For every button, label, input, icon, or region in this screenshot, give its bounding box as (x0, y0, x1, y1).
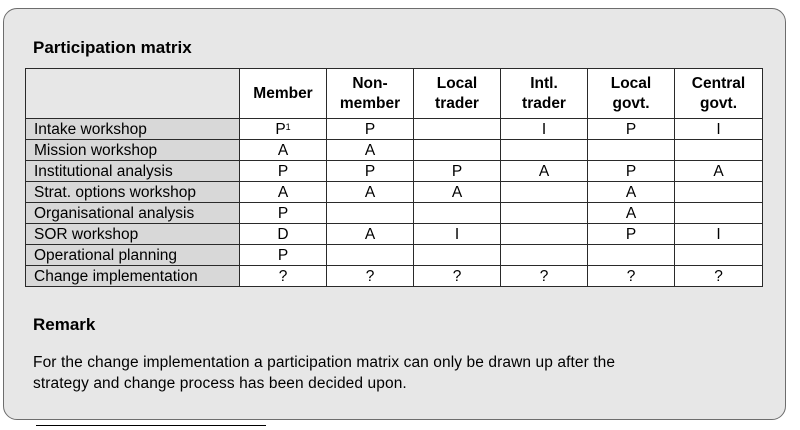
table-cell: I (675, 119, 763, 140)
column-header-line: Local (436, 74, 478, 92)
column-header (327, 69, 414, 119)
table-cell: A (327, 224, 414, 245)
table-cell: I (675, 224, 763, 245)
table-cell (501, 245, 588, 266)
table-cell (675, 203, 763, 224)
remark-line: For the change implementation a participation matrix can only be drawn up after the (33, 354, 616, 371)
column-header-line: govt. (699, 94, 738, 112)
table-cell: A (588, 203, 675, 224)
table-cell: ? (501, 266, 588, 287)
cell-value: P (275, 120, 286, 138)
table-cell: A (501, 161, 588, 182)
table-cell: ? (327, 266, 414, 287)
table-cell (675, 182, 763, 203)
column-header (501, 69, 588, 119)
table-row (26, 182, 763, 203)
table-cell: P (327, 119, 414, 140)
table-cell (414, 119, 501, 140)
table-cell: P (327, 161, 414, 182)
table-row (26, 203, 763, 224)
table-cell: A (327, 140, 414, 161)
table-cell (327, 203, 414, 224)
column-header-line: govt. (612, 94, 650, 112)
table-cell: P (240, 203, 327, 224)
table-cell: P (414, 161, 501, 182)
row-label: Operational planning (26, 245, 240, 266)
column-header-line: Intl. (530, 74, 558, 92)
row-label: Institutional analysis (26, 161, 240, 182)
table-cell (675, 140, 763, 161)
column-header (675, 69, 763, 119)
table-cell: A (327, 182, 414, 203)
header-corner-cell (26, 69, 240, 119)
remark-title: Remark (33, 315, 96, 334)
table-cell: A (240, 140, 327, 161)
table-row (26, 140, 763, 161)
table-cell (414, 203, 501, 224)
table-cell (501, 224, 588, 245)
remark-paragraph (33, 352, 733, 394)
table-cell: A (675, 161, 763, 182)
row-label: Change implementation (26, 266, 240, 287)
column-header-line: Local (610, 74, 652, 92)
table-row (26, 245, 763, 266)
table-cell (501, 203, 588, 224)
row-label: Strat. options workshop (26, 182, 240, 203)
column-header (414, 69, 501, 119)
table-cell: P (240, 161, 327, 182)
table-cell (501, 182, 588, 203)
table-cell: P (240, 245, 327, 266)
table-cell: ? (414, 266, 501, 287)
column-header-line: trader (435, 94, 479, 112)
table-row (26, 161, 763, 182)
table-cell: A (588, 182, 675, 203)
row-label: Mission workshop (26, 140, 240, 161)
table-row (26, 266, 763, 287)
column-header-line: member (339, 94, 401, 112)
table-header-row (26, 69, 763, 119)
table-cell (588, 140, 675, 161)
column-header-line: trader (522, 94, 566, 112)
table-cell: ? (588, 266, 675, 287)
table-cell: I (414, 224, 501, 245)
footnote-separator (36, 425, 266, 426)
column-header (240, 69, 327, 119)
row-label: SOR workshop (26, 224, 240, 245)
table-cell (675, 245, 763, 266)
table-cell: ? (240, 266, 327, 287)
row-label: Intake workshop (26, 119, 240, 140)
table-row (26, 224, 763, 245)
table-row (26, 119, 763, 140)
column-header (588, 69, 675, 119)
table-cell (414, 140, 501, 161)
table-cell (327, 245, 414, 266)
row-label: Organisational analysis (26, 203, 240, 224)
table-cell: P (588, 119, 675, 140)
table-cell: ? (675, 266, 763, 287)
table-cell: P (588, 224, 675, 245)
column-header-line: Non- (352, 74, 388, 92)
table-cell (588, 245, 675, 266)
table-cell: D (240, 224, 327, 245)
table-cell: P (588, 161, 675, 182)
column-header-line: Central (691, 74, 746, 92)
matrix-title: Participation matrix (33, 38, 192, 57)
participation-matrix-table (25, 68, 763, 287)
remark-line: strategy and change process has been decided upon. (33, 375, 407, 392)
column-header-line: Member (253, 84, 313, 102)
table-cell: I (501, 119, 588, 140)
footnote-marker: 1 (285, 121, 291, 132)
table-cell (414, 245, 501, 266)
table-cell (240, 119, 327, 140)
table-cell: A (240, 182, 327, 203)
table-cell: A (414, 182, 501, 203)
table-cell (501, 140, 588, 161)
